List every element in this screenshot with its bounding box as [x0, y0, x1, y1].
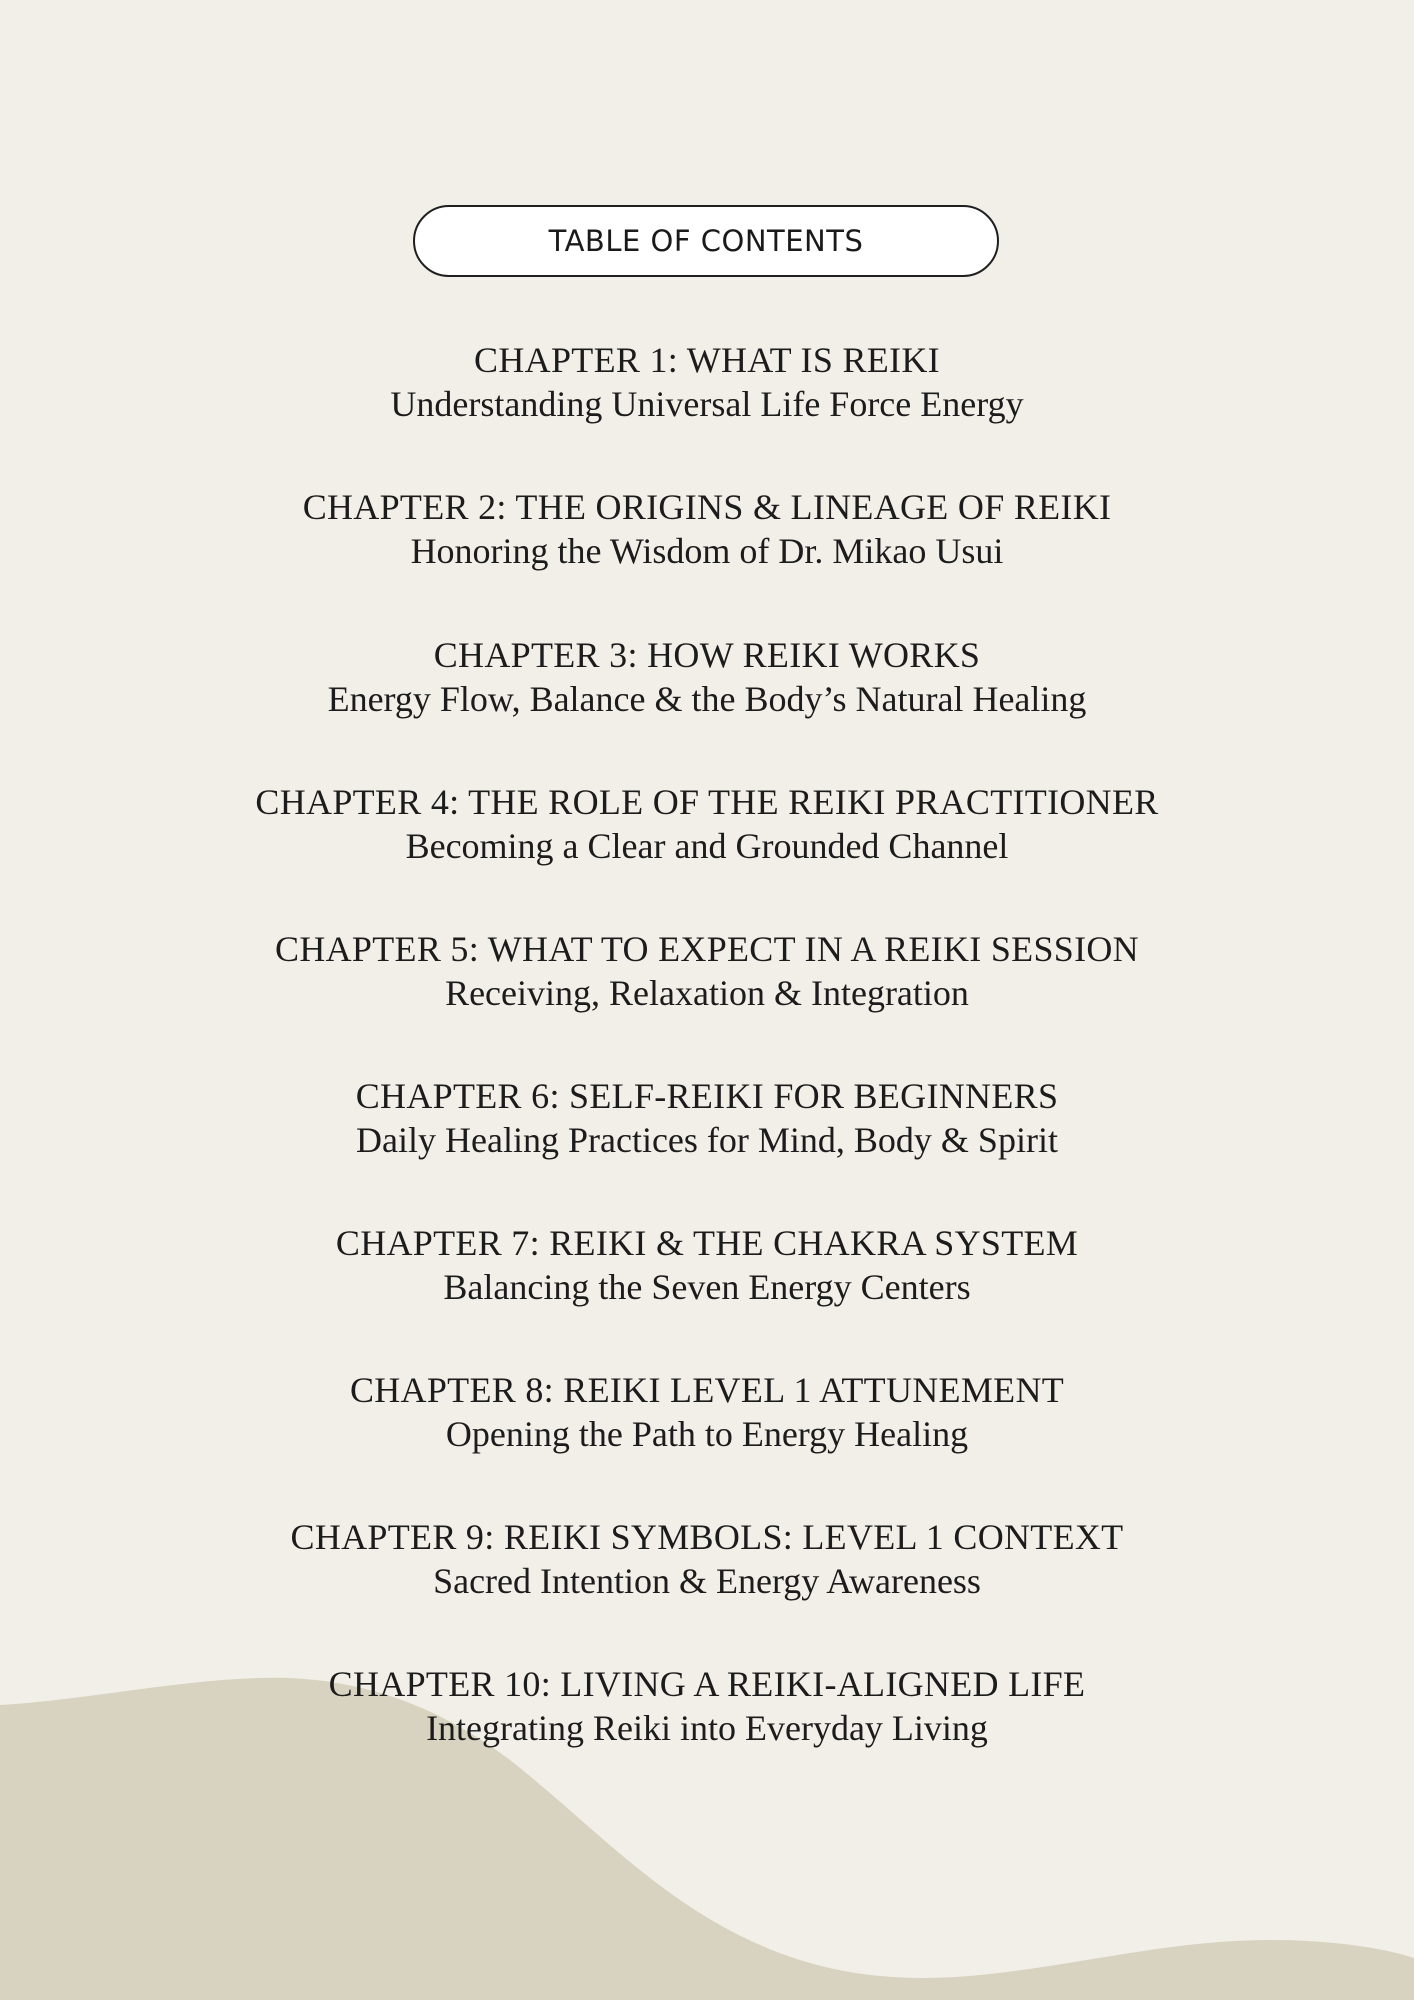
chapter-entry-8 [0, 1368, 1414, 1456]
chapter-subtitle: Energy Flow, Balance & the Body’s Natural Healing [327, 679, 1087, 719]
chapter-entry-4 [0, 780, 1414, 868]
chapter-subtitle: Daily Healing Practices for Mind, Body & Spirit [356, 1120, 1058, 1160]
chapter-entry-5 [0, 927, 1414, 1015]
chapter-title: CHAPTER 10: LIVING A REIKI-ALIGNED LIFE [328, 1664, 1086, 1704]
chapter-entry-2 [0, 485, 1414, 573]
chapter-entry-7 [0, 1221, 1414, 1309]
chapter-title: CHAPTER 8: REIKI LEVEL 1 ATTUNEMENT [349, 1370, 1065, 1410]
chapter-entry-6 [0, 1074, 1414, 1162]
chapter-entry-10 [0, 1662, 1414, 1750]
chapter-subtitle: Receiving, Relaxation & Integration [445, 973, 969, 1013]
table-of-contents-badge [413, 205, 999, 277]
chapter-entry-9 [0, 1515, 1414, 1603]
chapter-subtitle: Integrating Reiki into Everyday Living [426, 1708, 988, 1748]
chapter-title: CHAPTER 7: REIKI & THE CHAKRA SYSTEM [335, 1223, 1079, 1263]
chapter-subtitle: Balancing the Seven Energy Centers [443, 1267, 971, 1307]
chapter-title: CHAPTER 9: REIKI SYMBOLS: LEVEL 1 CONTEXT [290, 1517, 1124, 1557]
chapter-title: CHAPTER 3: HOW REIKI WORKS [433, 635, 981, 675]
chapter-title: CHAPTER 6: SELF-REIKI FOR BEGINNERS [355, 1076, 1059, 1116]
chapter-subtitle: Honoring the Wisdom of Dr. Mikao Usui [410, 531, 1004, 571]
chapter-title: CHAPTER 1: WHAT IS REIKI [474, 340, 940, 380]
chapter-title: CHAPTER 4: THE ROLE OF THE REIKI PRACTITIONER [255, 782, 1159, 822]
chapter-entry-1 [0, 338, 1414, 426]
chapter-subtitle: Becoming a Clear and Grounded Channel [405, 826, 1009, 866]
table-of-contents-heading: TABLE OF CONTENTS [548, 224, 864, 258]
chapter-subtitle: Opening the Path to Energy Healing [445, 1414, 969, 1454]
chapter-subtitle: Sacred Intention & Energy Awareness [433, 1561, 981, 1601]
chapter-entry-3 [0, 633, 1414, 721]
chapter-title: CHAPTER 5: WHAT TO EXPECT IN A REIKI SESSION [275, 929, 1139, 969]
chapter-title: CHAPTER 2: THE ORIGINS & LINEAGE OF REIKI [302, 487, 1112, 527]
chapter-subtitle: Understanding Universal Life Force Energy [390, 384, 1024, 424]
